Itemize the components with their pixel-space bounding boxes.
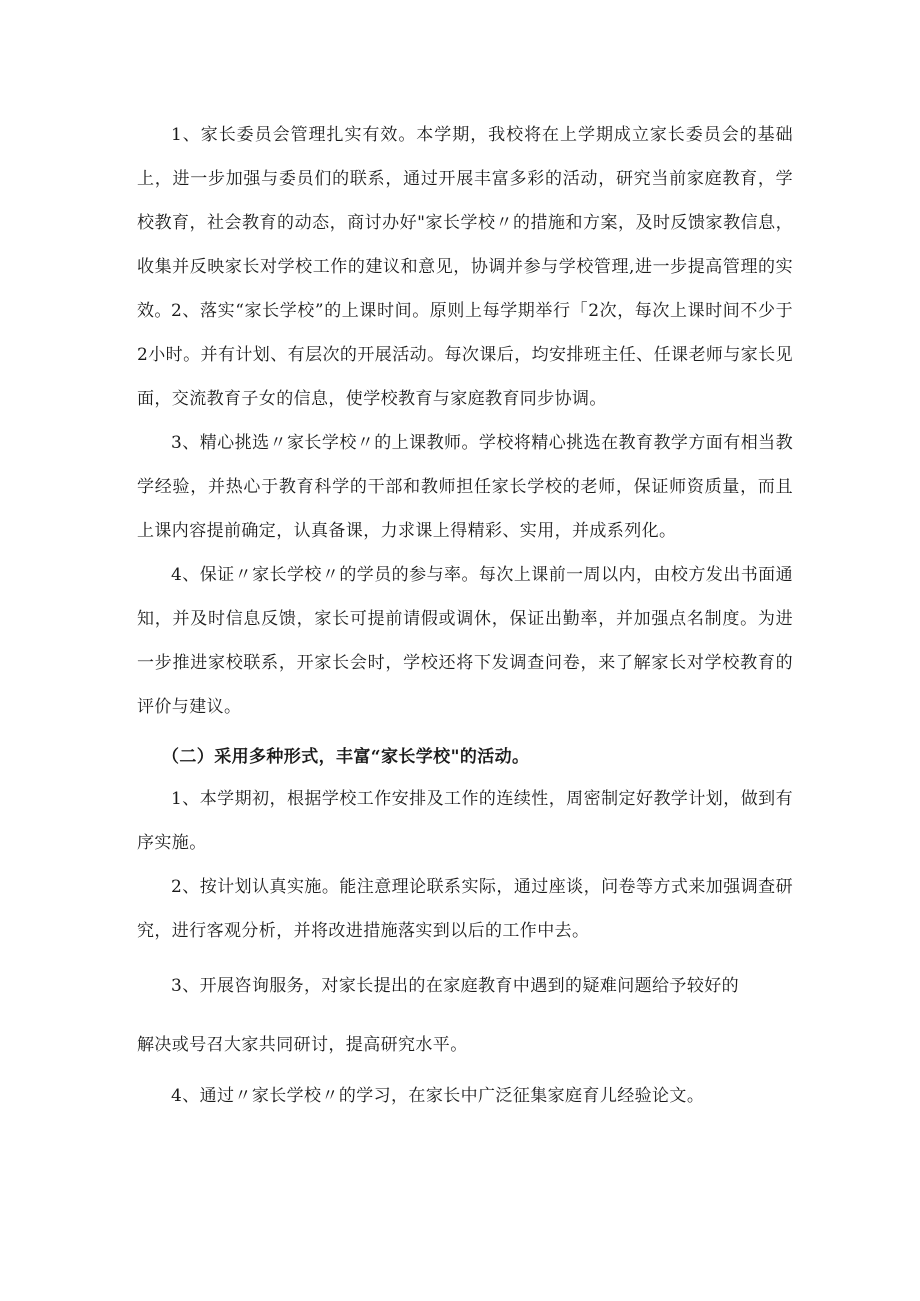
- paragraph-attendance: 4、保证〃家长学校〃的学员的参与率。每次上课前一周以内，由校方发出书面通知，并及时信息反馈，家长可提前请假或调休，保证出勤率，并加强点名制度。为进一步推进家校联系，开家长会时，学校还将下发调查问卷，来了解家长对学校教育的评价与建议。: [137, 565, 793, 717]
- paragraph-class-schedule: 2、落实“家长学校”的上课时间。原则上每学期举行「2次，每次上课时间不少于2小时。并有计划、有层次的开展活动。每次课后，均安排班主任、任课老师与家长见面，交流教育子女的信息，使学校教育与家庭教育同步协调。: [137, 301, 793, 409]
- paragraph-implementation: 2、按计划认真实施。能注意理论联系实际，通过座谈，问卷等方式来加强调查研究，进行客观分析，并将改进措施落实到以后的工作中去。: [137, 877, 793, 941]
- paragraph-teacher-selection: 3、精心挑选〃家长学校〃的上课教师。学校将精心挑选在教育教学方面有相当教学经验，并热心于教育科学的干部和教师担任家长学校的老师，保证师资质量，而且上课内容提前确定，认真备课，力求课上得精彩、实用，并成系列化。: [137, 433, 793, 541]
- paragraph-essay-collection: 4、通过〃家长学校〃的学习，在家长中广泛征集家庭育儿经验论文。: [171, 1086, 705, 1106]
- paragraph-parent-committee: 1、家长委员会管理扎实有效。本学期，我校将在上学期成立家长委员会的基础上，进一步加强与委员们的联系，通过开展丰富多彩的活动，研究当前家庭教育，学校教育，社会教育的动态，商讨办好"家长学校〃的措施和方案，及时反馈家教信息，收集并反映家长对学校工作的建议和意见，协调并参与学校管理,进一步提高管理的实效。: [137, 125, 793, 321]
- section-heading-activities: （二）采用多种形式，丰富“家长学校"的活动。: [162, 747, 530, 767]
- paragraph-consulting-line1: 3、开展咨询服务，对家长提出的在家庭教育中遇到的疑难问题给予较好的: [171, 976, 740, 996]
- paragraph-consulting-line2: 解决或号召大家共同研讨，提高研究水平。: [137, 1035, 468, 1055]
- paragraph-teaching-plan: 1、本学期初，根据学校工作安排及工作的连续性，周密制定好教学计划，做到有序实施。: [137, 789, 793, 853]
